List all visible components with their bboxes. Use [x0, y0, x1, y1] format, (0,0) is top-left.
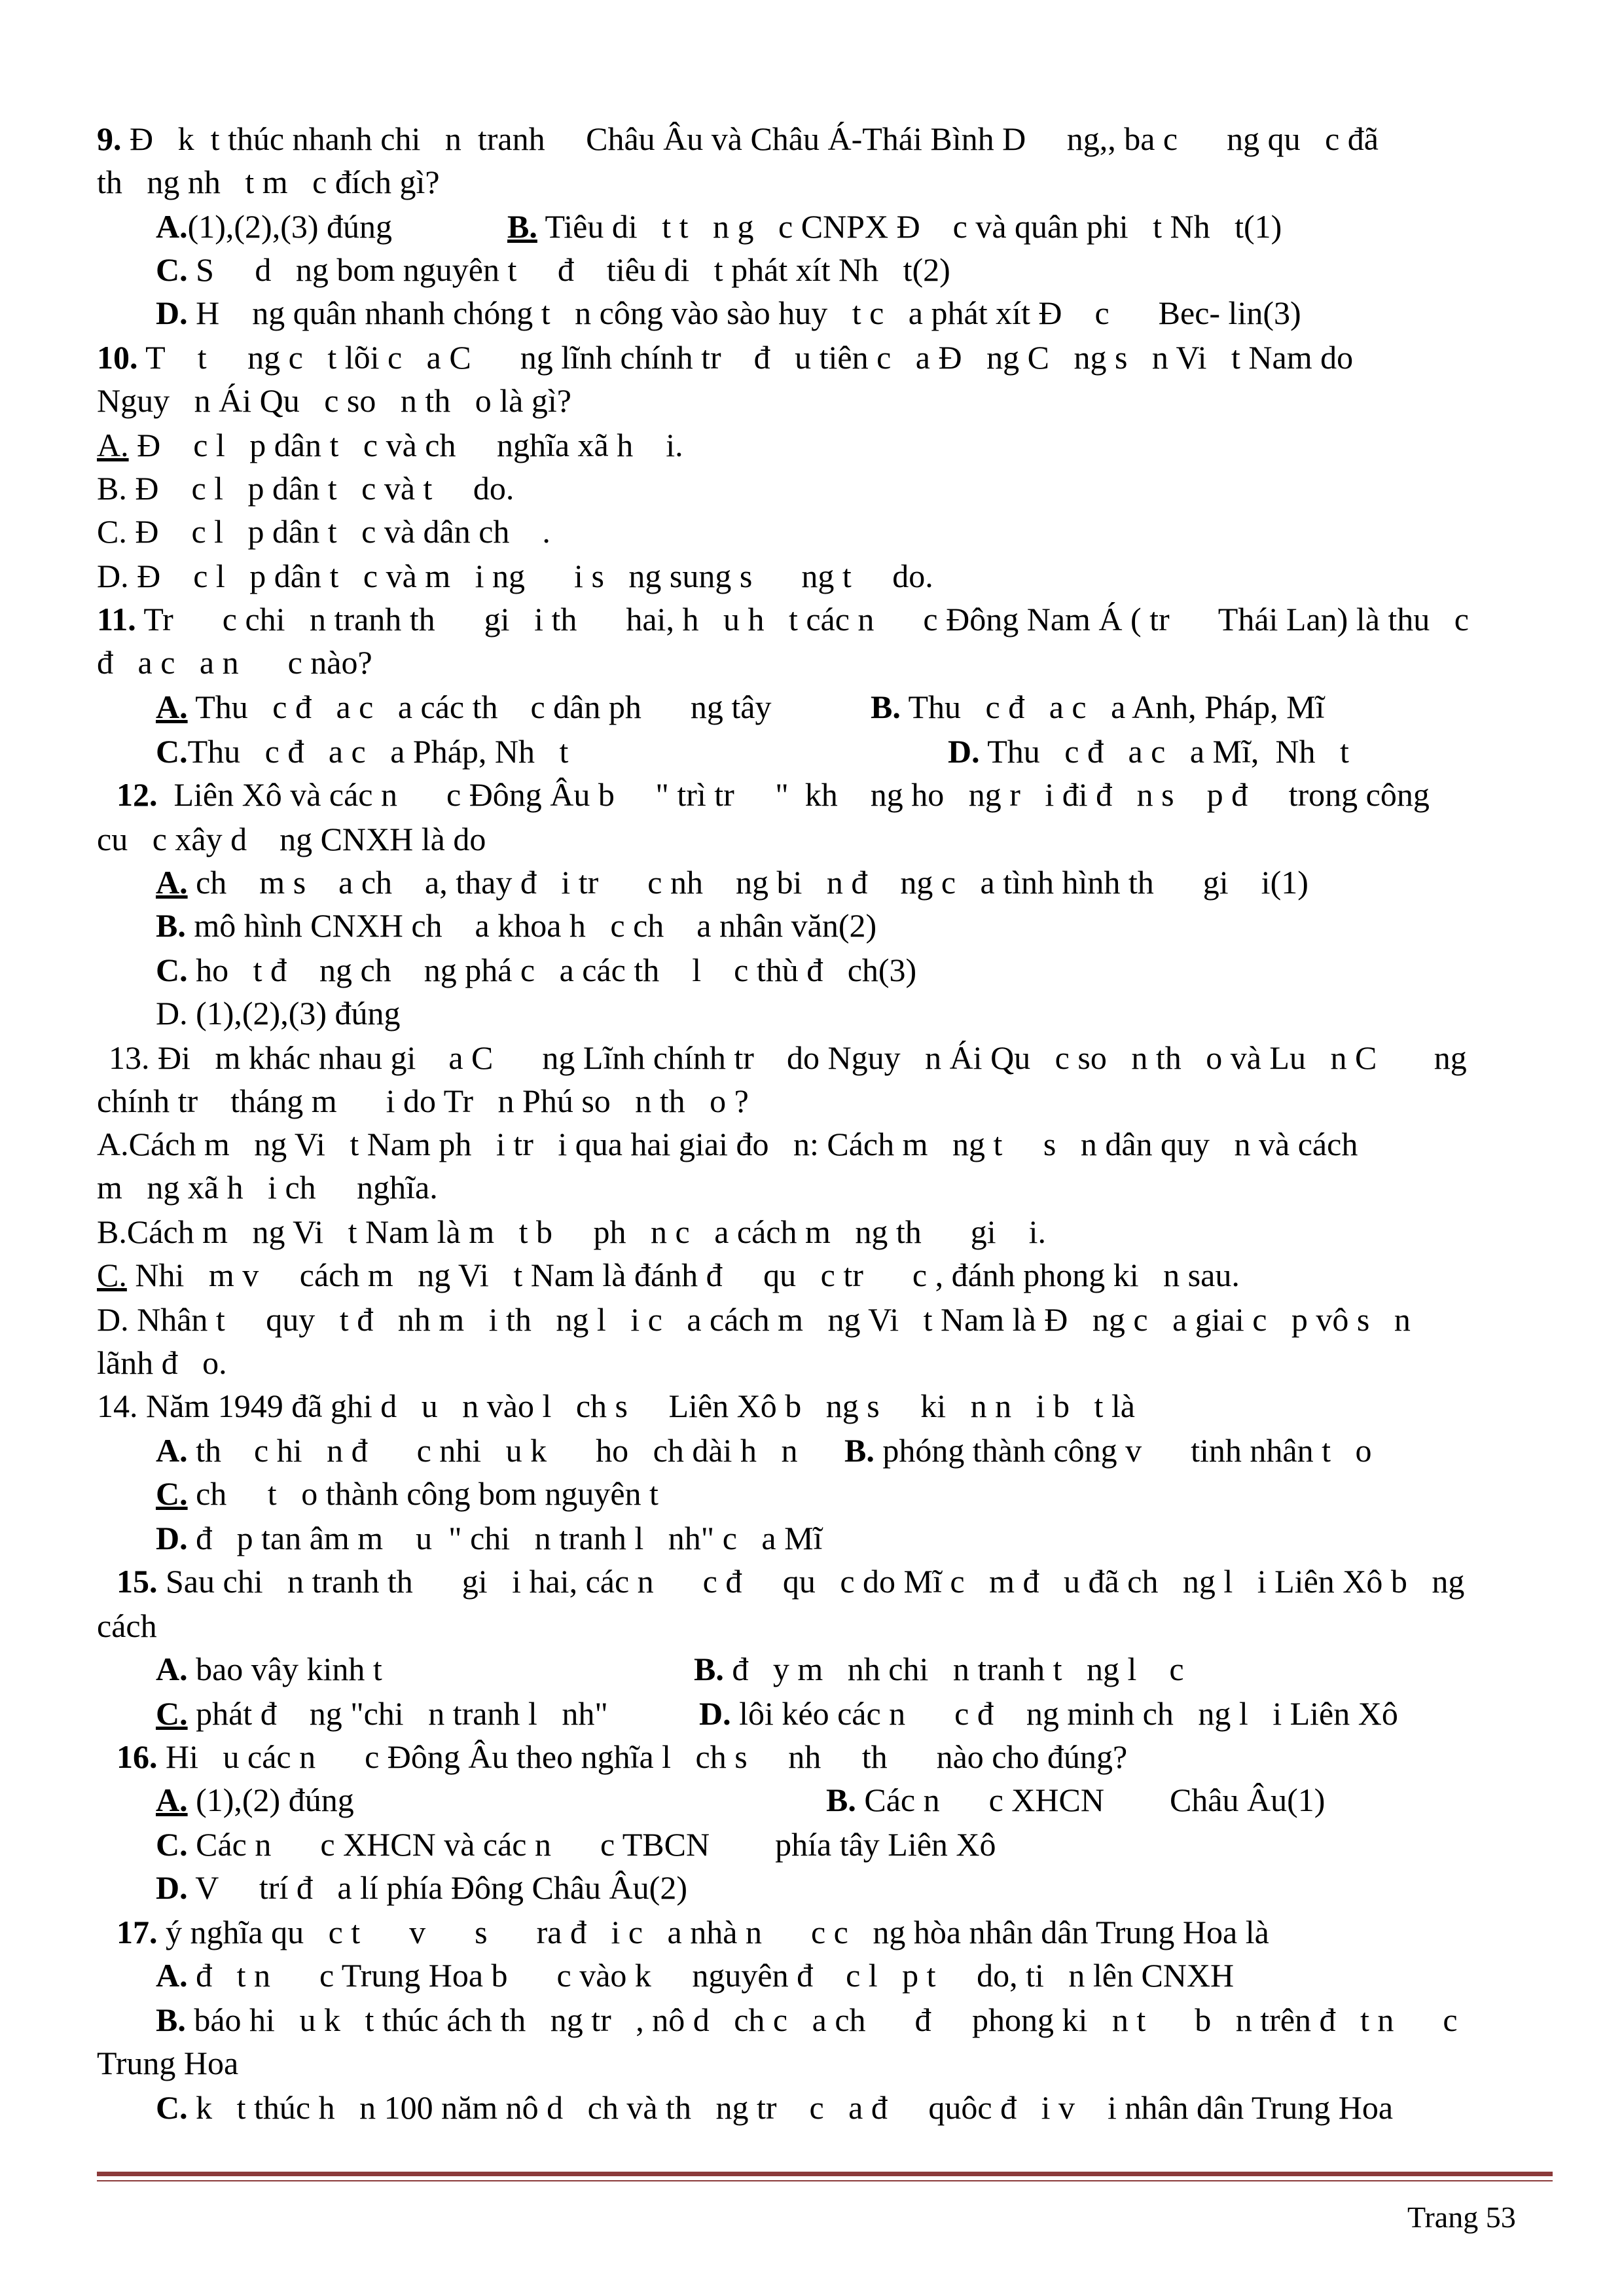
option-d: D. Thu c đ a c a Mĩ, Nh t — [948, 733, 1349, 770]
option-b: B.Cách m ng Vi t Nam là m t b ph n c a cách m ng th gi i. — [97, 1213, 1047, 1250]
option-d-cont: lãnh đ o. — [97, 1344, 227, 1381]
option-b: B. Tiêu di t t n g c CNPX Đ c và quân phi t Nh t(1) — [507, 208, 1282, 245]
option-d: D. lôi kéo các n c đ ng minh ch ng l i Liên Xô — [699, 1695, 1398, 1732]
option-d: D. Đ c l p dân t c và m i ng i s ng sung s ng t do. — [97, 558, 933, 594]
option-b: B. phóng thành công v tinh nhân t o — [844, 1432, 1372, 1469]
option-c: C. ho t đ ng ch ng phá c a các th l c thù đ ch(3) — [156, 952, 917, 988]
option-b-cont: Trung Hoa — [97, 2045, 239, 2081]
question-text: Đ k t thúc nhanh chi n tranh Châu Âu và Châu Á-Thái Bình D ng,, ba c ng qu c đã — [121, 120, 1379, 157]
option-b: B. Thu c đ a c a Anh, Pháp, Mĩ — [871, 689, 1325, 725]
question-11-cont: đ a c a n c nào? — [97, 644, 372, 681]
question-14: 14. Năm 1949 đã ghi d u n vào l ch s Liên Xô b ng s ki n n i b t là — [97, 1388, 1135, 1424]
option-a: A. ch m s a ch a, thay đ i tr c nh ng bi n đ ng c a tình hình th gi i(1) — [156, 864, 1308, 901]
option-c: C. phát đ ng "chi n tranh l nh" — [156, 1695, 608, 1732]
footer-rule-thin — [97, 2180, 1553, 2181]
option-a: A.(1),(2),(3) đúng — [156, 208, 393, 245]
question-13-cont: chính tr tháng m i do Tr n Phú so n th o ? — [97, 1083, 749, 1119]
question-9-cont: th ng nh t m c đích gì? — [97, 164, 440, 200]
question-13: 13. Đi m khác nhau gi a C ng Lĩnh chính tr do Nguy n Ái Qu c so n th o và Lu n C ng — [109, 1039, 1467, 1076]
footer-rule-thick — [97, 2172, 1553, 2176]
question-12-cont: cu c xây d ng CNXH là do — [97, 821, 486, 857]
option-c: C. Đ c l p dân t c và dân ch . — [97, 513, 550, 550]
page-number: Trang 53 — [1407, 2200, 1516, 2234]
option-c: C. Các n c XHCN và các n c TBCN phía tây Liên Xô — [156, 1826, 996, 1863]
option-b: B. báo hi u k t thúc ách th ng tr , nô d ch c a ch đ phong ki n t b n trên đ t n c — [156, 2001, 1458, 2038]
option-a: A. Đ c l p dân t c và ch nghĩa xã h i. — [97, 427, 683, 463]
option-a-cont: m ng xã h i ch nghĩa. — [97, 1169, 438, 1206]
option-c: C. Nhi m v cách m ng Vi t Nam là đánh đ qu c tr c , đánh phong ki n sau. — [97, 1257, 1240, 1293]
option-b: B. đ y m nh chi n tranh t ng l c — [694, 1651, 1184, 1687]
option-c: C. S d ng bom nguyên t đ tiêu di t phát xít Nh t(2) — [156, 251, 950, 288]
option-c: C. ch t o thành công bom nguyên t — [156, 1475, 659, 1512]
question-17: 17. ý nghĩa qu c t v s ra đ i c a nhà n c c ng hòa nhân dân Trung Hoa là — [117, 1914, 1269, 1950]
question-15: 15. Sau chi n tranh th gi i hai, các n c đ qu c do Mĩ c m đ u đã ch ng l i Liên Xô b ng — [117, 1563, 1465, 1600]
option-a: A. đ t n c Trung Hoa b c vào k nguyên đ c l p t do, ti n lên CNXH — [156, 1957, 1235, 1994]
option-b: B. mô hình CNXH ch a khoa h c ch a nhân văn(2) — [156, 907, 877, 944]
option-b: B. Đ c l p dân t c và t do. — [97, 470, 514, 507]
question-16: 16. Hi u các n c Đông Âu theo nghĩa l ch s nh th nào cho đúng? — [117, 1738, 1128, 1775]
option-a: A. Thu c đ a c a các th c dân ph ng tây — [156, 689, 772, 725]
option-d: D. Nhân t quy t đ nh m i th ng l i c a cách m ng Vi t Nam là Đ ng c a giai c p vô s n — [97, 1301, 1411, 1338]
option-d: D. (1),(2),(3) đúng — [156, 995, 401, 1031]
question-15-cont: cách — [97, 1607, 157, 1644]
option-a: A. bao vây kinh t — [156, 1651, 382, 1687]
question-9 — [97, 118, 1379, 160]
question-11: 11. Tr c chi n tranh th gi i th hai, h u h t các n c Đông Nam Á ( tr Thái Lan) là thu c — [97, 601, 1469, 637]
option-b: B. Các n c XHCN Châu Âu(1) — [826, 1782, 1326, 1818]
question-10: 10. T t ng c t lõi c a C ng lĩnh chính tr đ u tiên c a Đ ng C ng s n Vi t Nam do — [97, 339, 1354, 376]
option-c: C. k t thúc h n 100 năm nô d ch và th ng tr c a đ quôc đ i v i nhân dân Trung Hoa — [156, 2089, 1394, 2126]
question-12: 12. Liên Xô và các n c Đông Âu b " trì tr " kh ng ho ng r i đi đ n s p đ trong công — [117, 776, 1430, 813]
option-c: C.Thu c đ a c a Pháp, Nh t — [156, 733, 569, 770]
option-a: A. th c hi n đ c nhi u k ho ch dài h n — [156, 1432, 798, 1469]
option-a: A. (1),(2) đúng — [156, 1782, 354, 1818]
question-number: 9. — [97, 120, 122, 157]
option-a: A.Cách m ng Vi t Nam ph i tr i qua hai giai đo n: Cách m ng t s n dân quy n và cách — [97, 1126, 1358, 1162]
question-10-cont: Nguy n Ái Qu c so n th o là gì? — [97, 382, 571, 419]
option-d: D. đ p tan âm m u " chi n tranh l nh" c a Mĩ — [156, 1520, 823, 1556]
option-d: D. V trí đ a lí phía Đông Châu Âu(2) — [156, 1869, 687, 1906]
option-d: D. H ng quân nhanh chóng t n công vào sào huy t c a phát xít Đ c Bec- lin(3) — [156, 295, 1301, 331]
